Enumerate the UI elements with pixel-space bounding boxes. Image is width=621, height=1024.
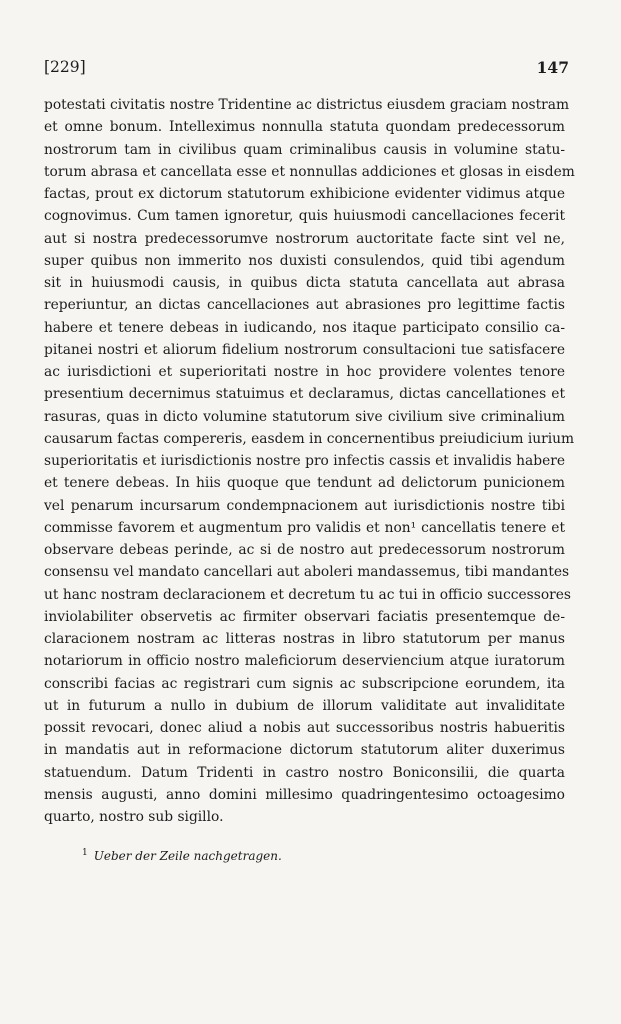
text-line: superioritatis et iurisdictionis nostre pro infectis cassis et invalidis habere <box>44 453 565 469</box>
text-line: vel penarum incursarum condempnacionem aut iurisdictionis nostre tibi <box>44 497 565 514</box>
text-line: habere et tenere debeas in iudicando, nos itaque participato consilio ca- <box>44 319 565 336</box>
text-line: ut in futurum a nullo in dubium de illorum validitate aut invaliditate <box>44 697 565 714</box>
text-line: conscribi facias ac registrari cum signis ac subscripcione eorundem, ita <box>44 675 565 692</box>
text-line: mensis augusti, anno domini millesimo quadringentesimo octoagesimo <box>44 786 565 803</box>
text-line: super quibus non immerito nos duxisti consulendos, quid tibi agendum <box>44 252 565 269</box>
text-line: observare debeas perinde, ac si de nostro aut predecessorum nostrorum <box>44 542 565 558</box>
body-text <box>44 94 575 828</box>
text-line: sit in huiusmodi causis, in quibus dicta statuta cancellata aut abrasa <box>44 275 565 291</box>
text-line: statuendum. Datum Tridenti in castro nostro Boniconsilii, die quarta <box>44 764 565 781</box>
page-header <box>44 58 569 80</box>
text-line: in mandatis aut in reformacione dictorum statutorum aliter duxerimus <box>44 742 565 759</box>
text-line: aut si nostra predecessorumve nostrorum auctoritate facte sint vel ne, <box>44 230 565 247</box>
text-line: quarto, nostro sub sigillo. <box>44 809 224 825</box>
text-line: et tenere debeas. In hiis quoque que tendunt ad delictorum punicionem <box>44 475 565 492</box>
text-line: potestati civitatis nostre Tridentine ac districtus eiusdem graciam nostram <box>44 97 570 113</box>
text-line: inviolabiliter observetis ac firmiter observari faciatis presentemque de- <box>44 608 565 625</box>
text-line: presentium decernimus statuimus et declaramus, dictas cancellationes et <box>44 386 565 403</box>
text-line: consensu vel mandato cancellari aut aboleri mandassemus, tibi mandantes <box>44 564 570 581</box>
text-line: ac iurisdictioni et superioritati nostre in hoc providere volentes tenore <box>44 364 565 380</box>
text-line: rasuras, quas in dicto volumine statutorum sive civilium sive criminalium <box>44 408 565 425</box>
text-line: claracionem nostram ac litteras nostras in libro statutorum per manus <box>44 631 565 647</box>
page-number: 147 <box>536 58 569 77</box>
text-line: torum abrasa et cancellata esse et nonnullas addiciones et glosas in eisdem <box>44 163 575 180</box>
text-line: cognovimus. Cum tamen ignoretur, quis huiusmodi cancellaciones fecerit <box>44 208 565 225</box>
footnote <box>82 848 282 863</box>
footnote-text: Ueber der Zeile nachgetragen. <box>93 849 282 863</box>
text-line: reperiuntur, an dictas cancellaciones aut abrasiones pro legittime factis <box>44 297 565 314</box>
text-line: pitanei nostri et aliorum fidelium nostrorum consultacioni tue satisfacere <box>44 341 565 358</box>
text-line: commisse favorem et augmentum pro validis et non¹ cancellatis tenere et <box>44 519 565 536</box>
text-line: nostrorum tam in civilibus quam criminalibus causis in volumine statu- <box>44 141 565 158</box>
footnote-marker: 1 <box>82 848 88 858</box>
text-line: notariorum in officio nostro maleficiorum deserviencium atque iuratorum <box>44 653 565 670</box>
bracket-page-number: [229] <box>44 58 86 76</box>
text-line: factas, prout ex dictorum statutorum exhibicione evidenter vidimus atque <box>44 186 565 202</box>
text-line: et omne bonum. Intelleximus nonnulla statuta quondam predecessorum <box>44 119 565 136</box>
text-line: possit revocari, donec aliud a nobis aut successoribus nostris habueritis <box>44 720 565 736</box>
text-line: causarum factas compereris, easdem in concernentibus preiudicium iurium <box>44 430 575 447</box>
text-line: ut hanc nostram declaracionem et decretum tu ac tui in officio successores <box>44 586 571 603</box>
